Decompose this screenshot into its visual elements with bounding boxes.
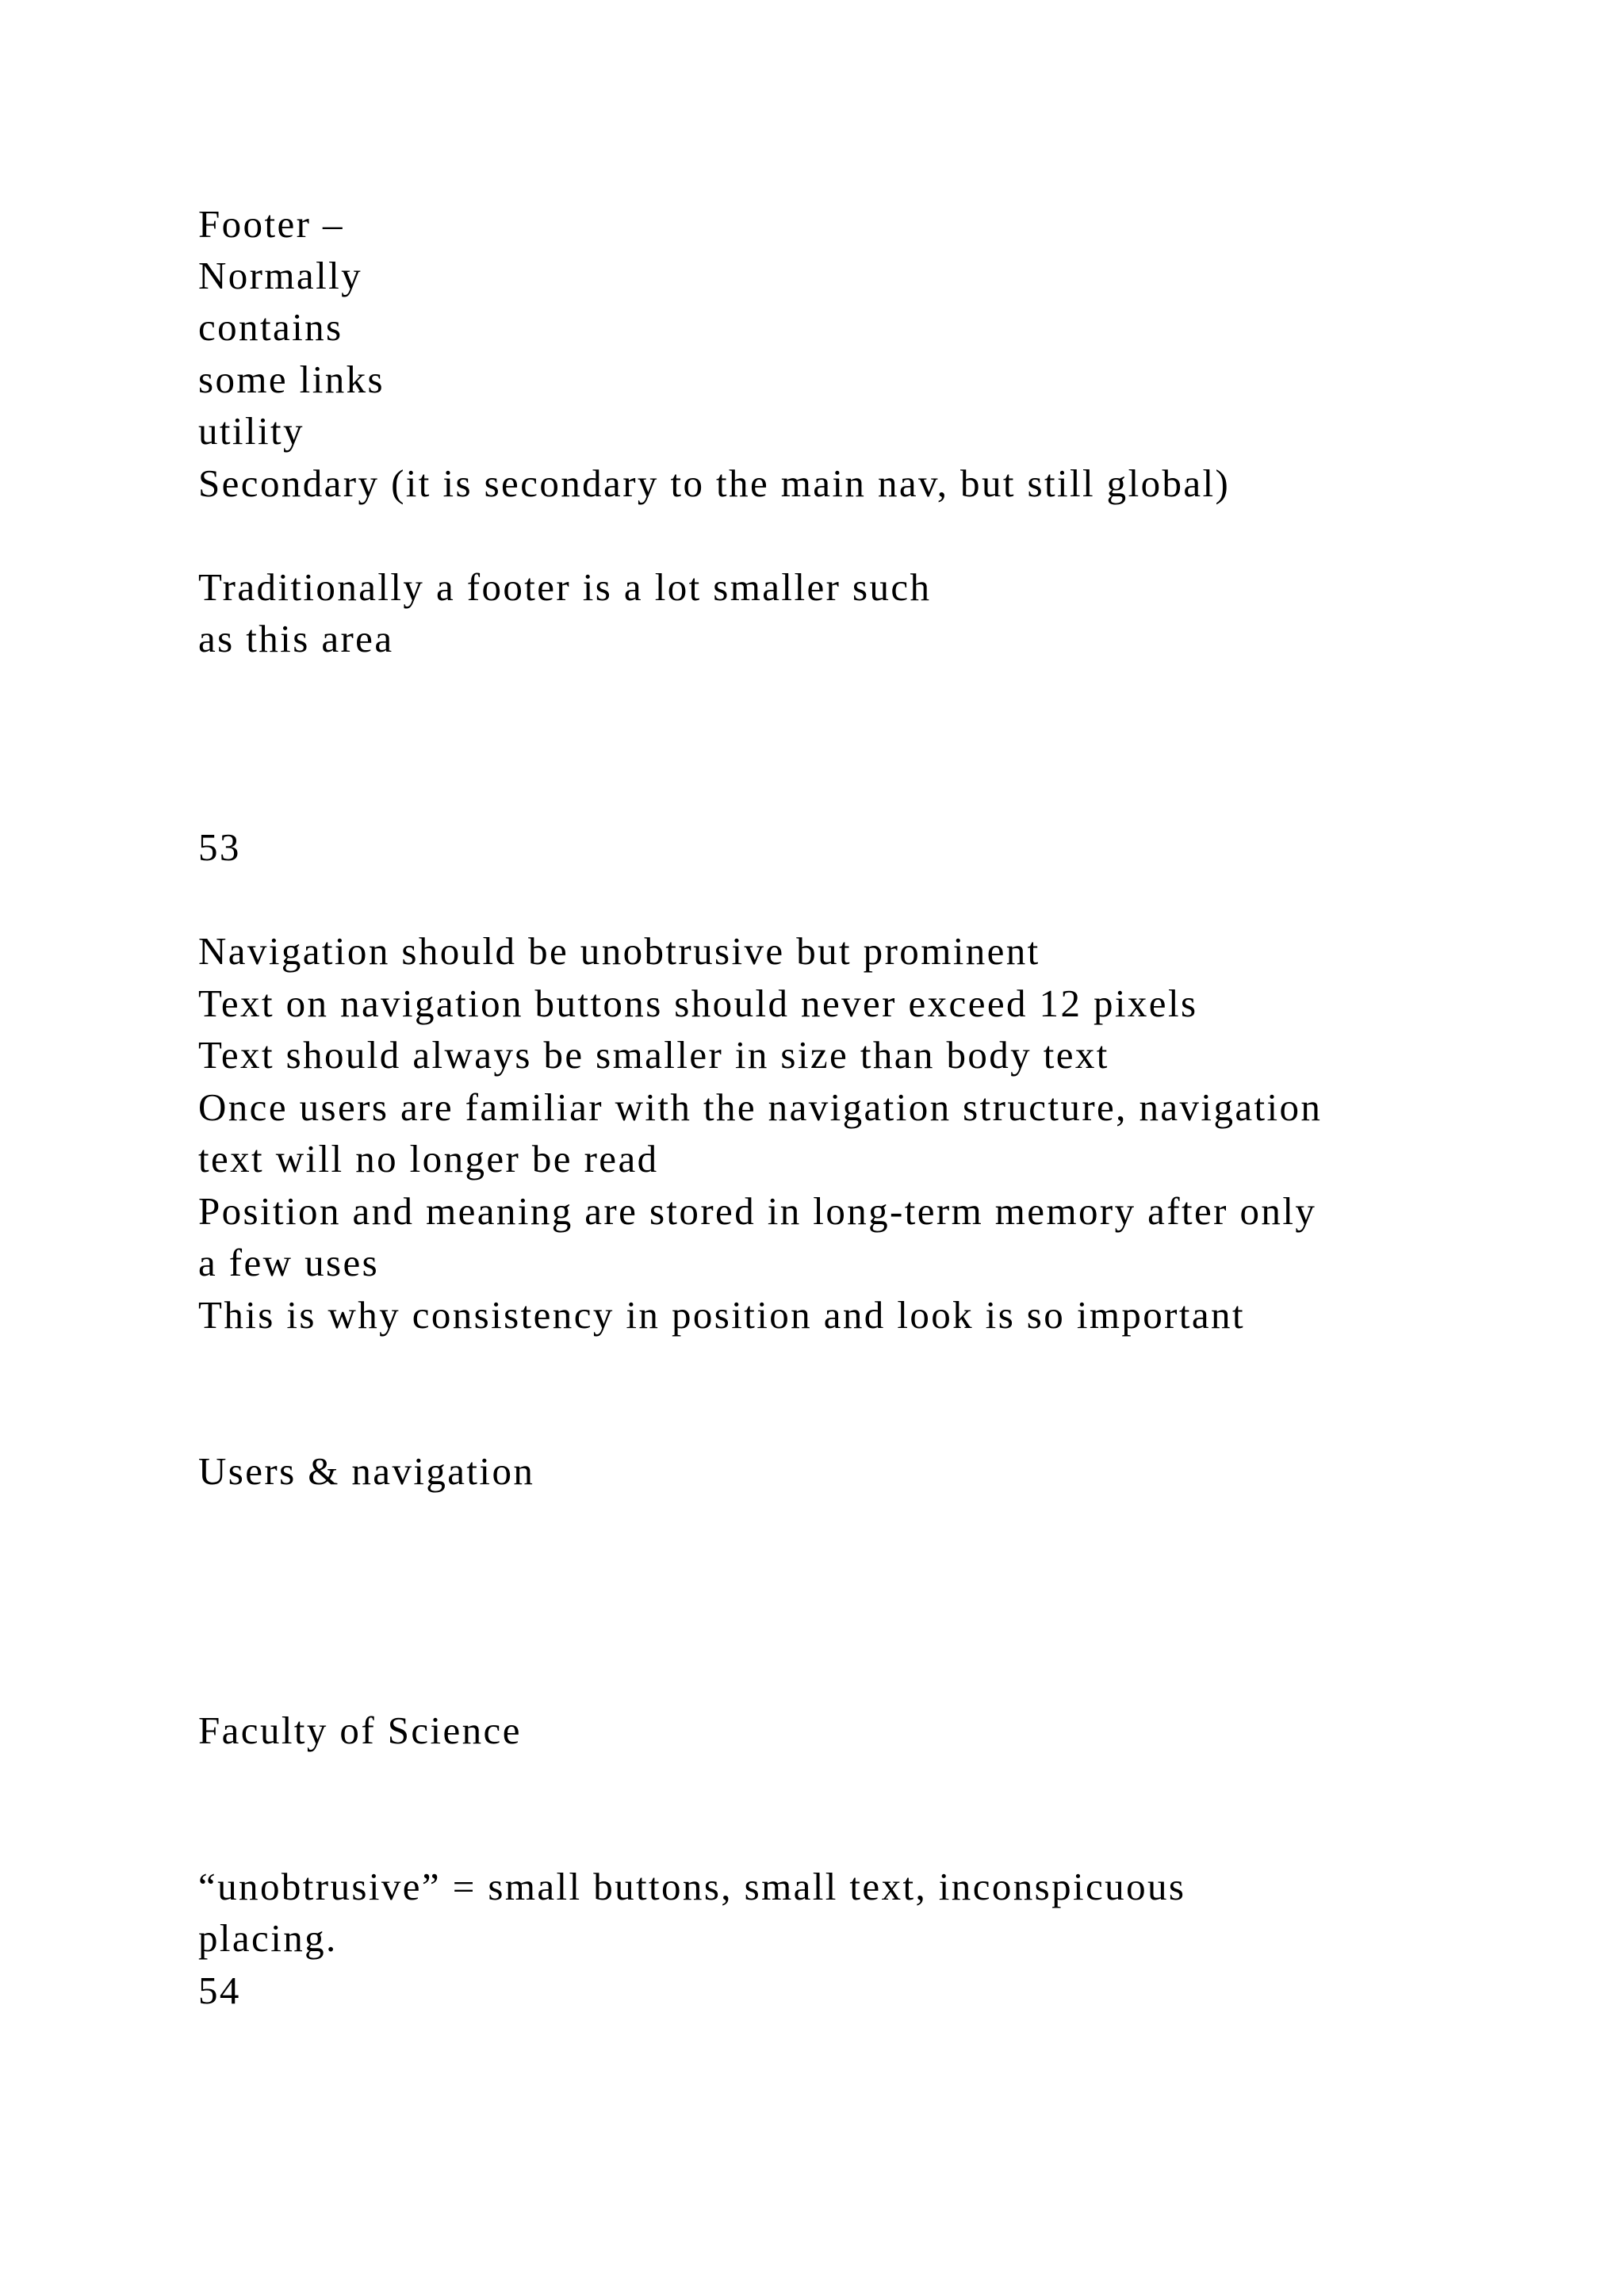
footer-line-contains: contains bbox=[198, 305, 343, 349]
navigation-line-1: Navigation should be unobtrusive but prominent bbox=[198, 929, 1040, 973]
navigation-line-2: Text on navigation buttons should never exceed 12 pixels bbox=[198, 982, 1198, 1025]
footer-line-title: Footer – bbox=[198, 202, 344, 246]
navigation-line-4: Once users are familiar with the navigation structure, navigation bbox=[198, 1085, 1323, 1129]
footer-line-normally: Normally bbox=[198, 254, 362, 297]
definition-line-2: placing. bbox=[198, 1916, 338, 1960]
footer-line-utility: utility bbox=[198, 409, 304, 453]
footer-line-links: some links bbox=[198, 358, 385, 401]
footer-note-line-2: as this area bbox=[198, 617, 394, 660]
faculty-label: Faculty of Science bbox=[198, 1709, 522, 1752]
navigation-line-5: text will no longer be read bbox=[198, 1137, 659, 1181]
definition-line-1: “unobtrusive” = small buttons, small text, inconspicuous bbox=[198, 1865, 1186, 1908]
section-heading: Users & navigation bbox=[198, 1449, 535, 1493]
navigation-line-6: Position and meaning are stored in long-term memory after only bbox=[198, 1189, 1317, 1233]
navigation-line-3: Text should always be smaller in size than body text bbox=[198, 1033, 1109, 1077]
footer-note-line-1: Traditionally a footer is a lot smaller such bbox=[198, 565, 932, 609]
page-number: 54 bbox=[198, 1969, 241, 2012]
navigation-line-8: This is why consistency in position and look is so important bbox=[198, 1293, 1245, 1337]
footer-line-secondary: Secondary (it is secondary to the main nav, but still global) bbox=[198, 461, 1231, 505]
navigation-line-7: a few uses bbox=[198, 1241, 380, 1284]
page-number: 53 bbox=[198, 825, 241, 869]
